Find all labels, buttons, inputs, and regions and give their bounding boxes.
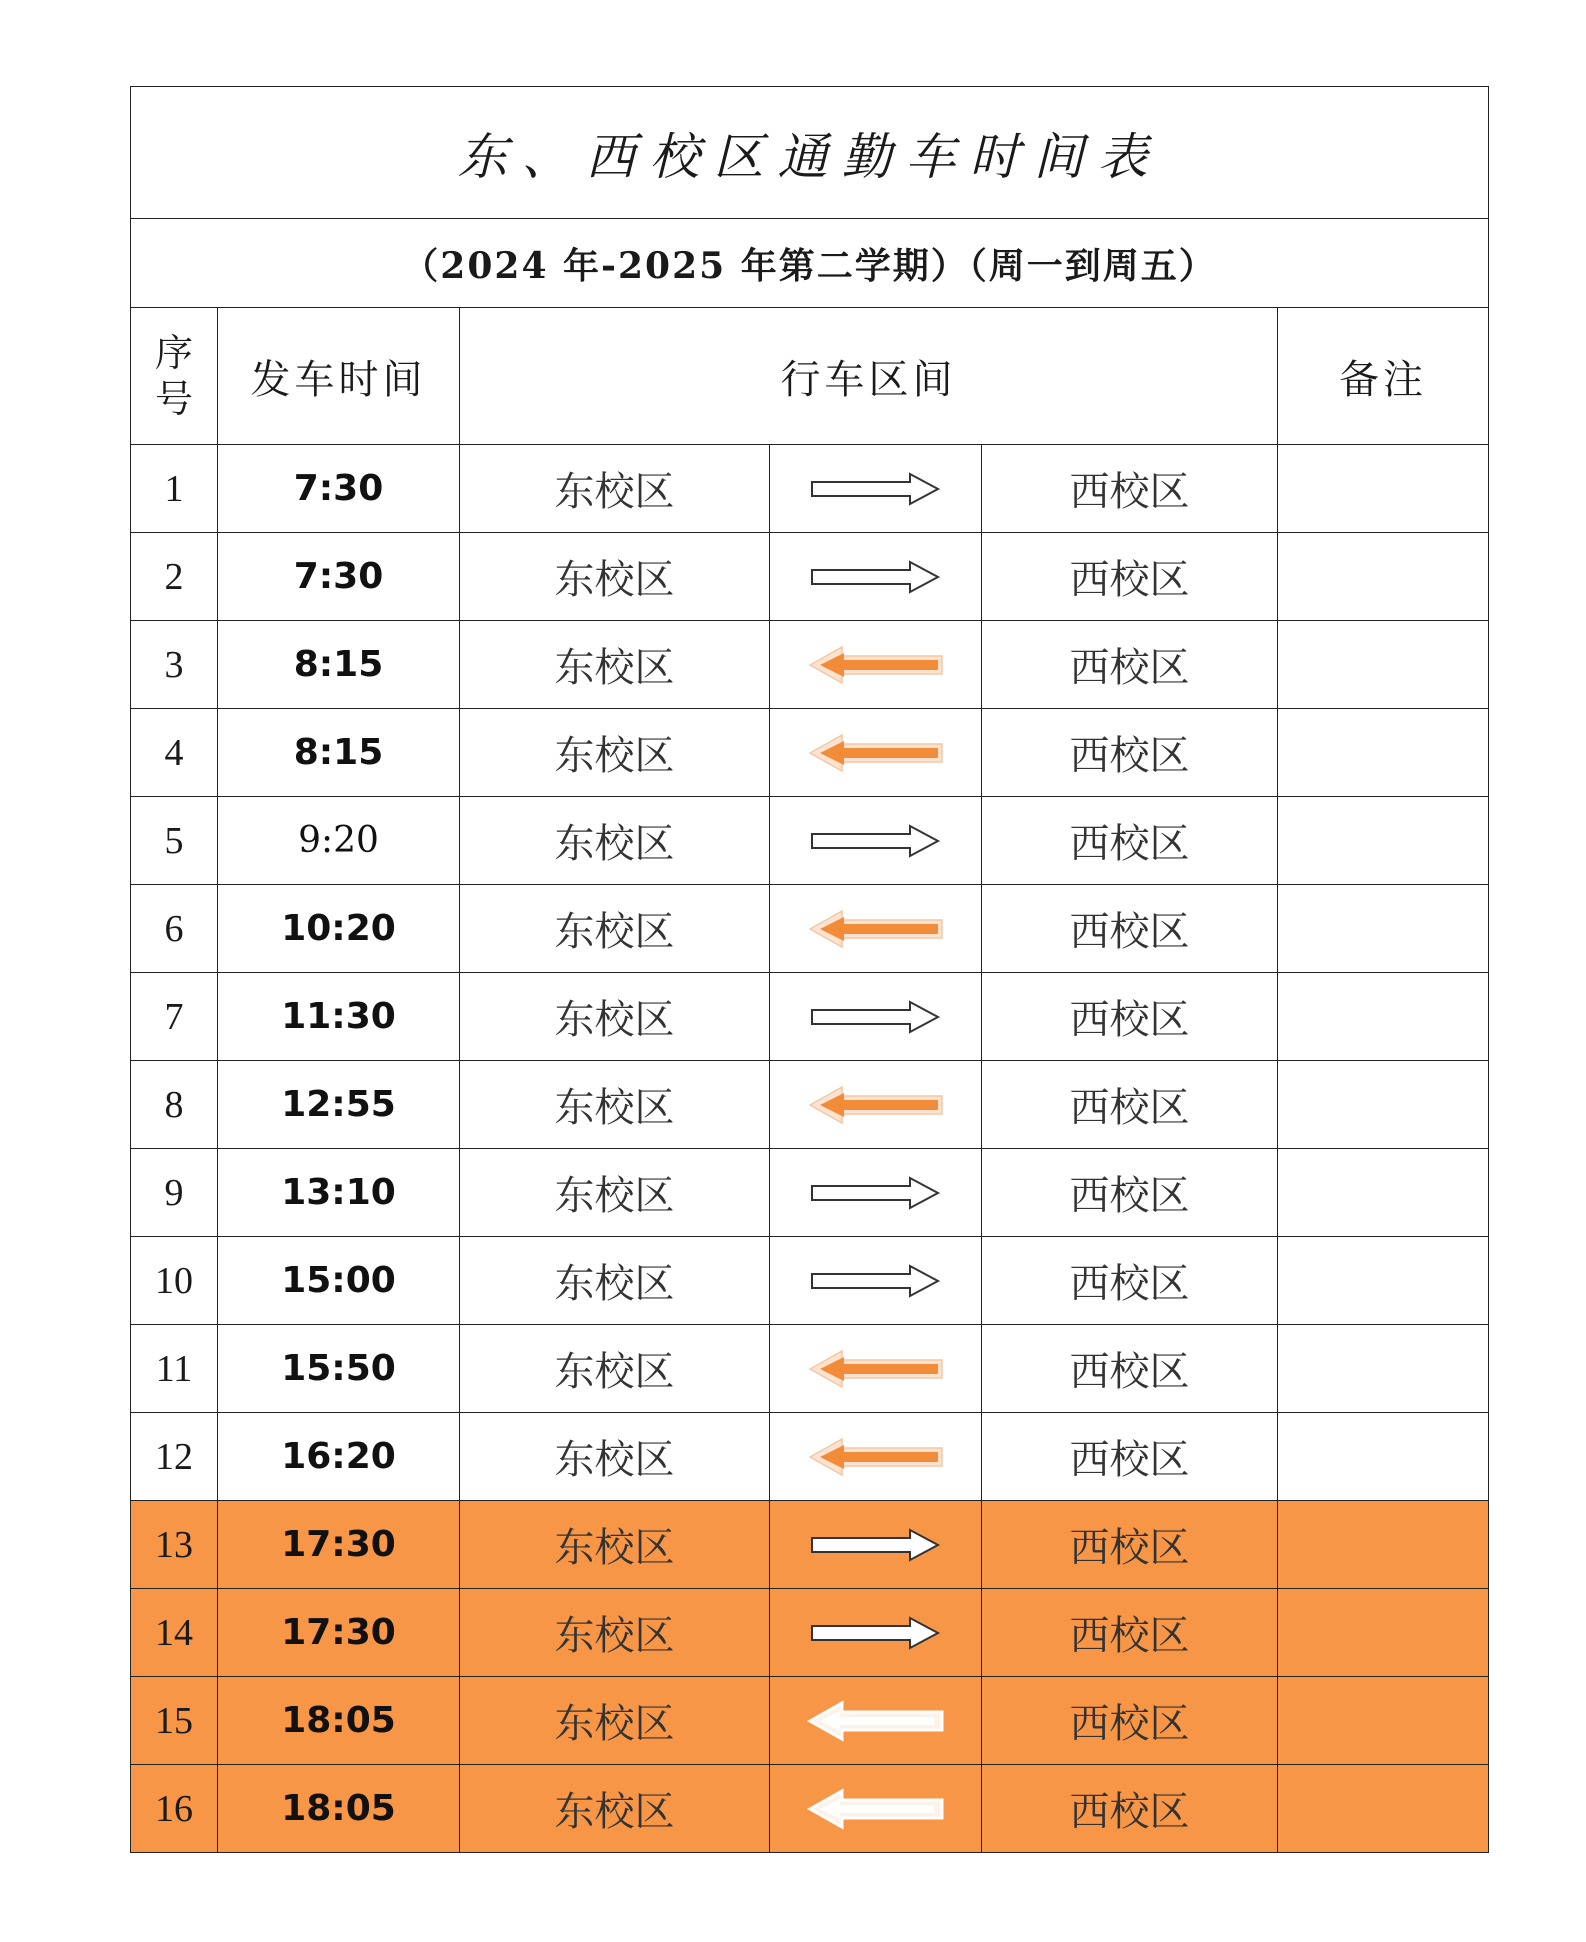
row-from-campus: 东校区 (554, 1085, 675, 1131)
row-departure-time-cell (218, 1765, 460, 1853)
row-direction-cell (770, 1765, 982, 1853)
row-seq: 7 (164, 995, 184, 1038)
row-seq: 14 (155, 1611, 193, 1654)
row-departure-time: 7:30 (293, 468, 384, 509)
table-row (131, 1589, 1489, 1677)
table-row (131, 533, 1489, 621)
row-from-campus-cell (460, 1677, 770, 1765)
row-from-campus-cell (460, 1061, 770, 1149)
row-seq-cell (131, 1237, 218, 1325)
table-row (131, 709, 1489, 797)
row-seq-cell (131, 533, 218, 621)
left-arrow-icon (806, 1083, 946, 1127)
row-seq: 1 (164, 467, 184, 510)
row-departure-time: 18:05 (281, 1788, 396, 1829)
row-from-campus-cell (460, 709, 770, 797)
row-seq-cell (131, 1325, 218, 1413)
row-seq-cell (131, 1413, 218, 1501)
row-from-campus-cell (460, 797, 770, 885)
row-departure-time: 13:10 (281, 1172, 396, 1213)
row-to-campus-cell (982, 797, 1278, 885)
row-from-campus: 东校区 (554, 1261, 675, 1307)
row-to-campus-cell (982, 1501, 1278, 1589)
row-seq-cell (131, 1061, 218, 1149)
row-note-cell (1278, 973, 1489, 1061)
row-direction-cell (770, 1501, 982, 1589)
row-to-campus-cell (982, 621, 1278, 709)
row-to-campus: 西校区 (1069, 1437, 1190, 1483)
row-departure-time: 17:30 (281, 1612, 396, 1653)
row-seq: 13 (155, 1523, 193, 1566)
row-from-campus: 东校区 (554, 821, 675, 867)
row-direction-cell (770, 533, 982, 621)
right-arrow-icon (810, 1615, 942, 1651)
row-note-cell (1278, 621, 1489, 709)
row-from-campus-cell (460, 973, 770, 1061)
row-direction-cell (770, 1325, 982, 1413)
row-to-campus-cell (982, 445, 1278, 533)
row-seq-cell (131, 973, 218, 1061)
row-from-campus: 东校区 (554, 557, 675, 603)
row-direction-cell (770, 1061, 982, 1149)
title-cell (131, 87, 1489, 219)
row-departure-time: 8:15 (293, 732, 384, 773)
row-to-campus: 西校区 (1069, 1085, 1190, 1131)
row-to-campus-cell (982, 1325, 1278, 1413)
row-departure-time-cell (218, 1501, 460, 1589)
row-seq-cell (131, 1589, 218, 1677)
row-departure-time-cell (218, 445, 460, 533)
row-from-campus-cell (460, 1413, 770, 1501)
row-seq-cell (131, 1501, 218, 1589)
row-from-campus-cell (460, 445, 770, 533)
row-to-campus: 西校区 (1069, 1613, 1190, 1659)
right-arrow-icon (810, 999, 942, 1035)
table-row (131, 1765, 1489, 1853)
row-note-cell (1278, 1501, 1489, 1589)
page-subtitle: （2024 年-2025 年第二学期）（周一到周五） (402, 244, 1217, 287)
row-departure-time-cell (218, 1237, 460, 1325)
row-note-cell (1278, 533, 1489, 621)
row-from-campus-cell (460, 1765, 770, 1853)
row-to-campus: 西校区 (1069, 1701, 1190, 1747)
table-row (131, 1325, 1489, 1413)
row-departure-time: 15:50 (281, 1348, 396, 1389)
left-arrow-icon (806, 907, 946, 951)
row-from-campus-cell (460, 1589, 770, 1677)
row-to-campus: 西校区 (1069, 1349, 1190, 1395)
row-note-cell (1278, 445, 1489, 533)
row-departure-time-cell (218, 1589, 460, 1677)
row-from-campus: 东校区 (554, 1525, 675, 1571)
row-to-campus-cell (982, 973, 1278, 1061)
table-row (131, 1149, 1489, 1237)
left-arrow-icon (806, 1699, 946, 1743)
row-seq: 12 (155, 1435, 193, 1478)
row-seq-cell (131, 445, 218, 533)
header-time-label: 发车时间 (250, 356, 427, 403)
row-seq-cell (131, 1765, 218, 1853)
row-departure-time-cell (218, 621, 460, 709)
row-note-cell (1278, 1149, 1489, 1237)
row-seq-cell (131, 621, 218, 709)
row-departure-time-cell (218, 1149, 460, 1237)
left-arrow-icon (806, 1435, 946, 1479)
row-note-cell (1278, 1413, 1489, 1501)
row-from-campus-cell (460, 621, 770, 709)
row-direction-cell (770, 621, 982, 709)
title-row (131, 87, 1489, 219)
row-to-campus-cell (982, 1413, 1278, 1501)
row-to-campus-cell (982, 1589, 1278, 1677)
row-from-campus: 东校区 (554, 1701, 675, 1747)
row-departure-time-cell (218, 973, 460, 1061)
row-direction-cell (770, 1677, 982, 1765)
right-arrow-icon (810, 471, 942, 507)
row-seq: 5 (164, 819, 184, 862)
row-seq: 4 (164, 731, 184, 774)
row-note-cell (1278, 1061, 1489, 1149)
left-arrow-icon (806, 1787, 946, 1831)
row-to-campus-cell (982, 885, 1278, 973)
row-departure-time-cell (218, 1325, 460, 1413)
table-row (131, 1413, 1489, 1501)
row-seq: 9 (164, 1171, 184, 1214)
header-route-label: 行车区间 (780, 356, 957, 403)
right-arrow-icon (810, 1175, 942, 1211)
row-departure-time-cell (218, 1677, 460, 1765)
header-time (218, 308, 460, 445)
row-to-campus: 西校区 (1069, 1261, 1190, 1307)
row-note-cell (1278, 797, 1489, 885)
row-seq: 16 (155, 1787, 193, 1830)
row-note-cell (1278, 1765, 1489, 1853)
table-row (131, 1061, 1489, 1149)
row-to-campus: 西校区 (1069, 1173, 1190, 1219)
row-from-campus: 东校区 (554, 1789, 675, 1835)
row-direction-cell (770, 1149, 982, 1237)
row-from-campus-cell (460, 1237, 770, 1325)
table-row (131, 445, 1489, 533)
subtitle-cell (131, 219, 1489, 308)
row-from-campus: 东校区 (554, 909, 675, 955)
row-departure-time: 15:00 (281, 1260, 396, 1301)
row-direction-cell (770, 1413, 982, 1501)
row-to-campus-cell (982, 533, 1278, 621)
row-from-campus: 东校区 (554, 469, 675, 515)
header-seq (131, 308, 218, 445)
row-to-campus: 西校区 (1069, 909, 1190, 955)
row-departure-time: 18:05 (281, 1700, 396, 1741)
row-from-campus-cell (460, 533, 770, 621)
row-from-campus: 东校区 (554, 645, 675, 691)
row-seq-cell (131, 1149, 218, 1237)
row-departure-time: 17:30 (281, 1524, 396, 1565)
row-departure-time-cell (218, 797, 460, 885)
row-from-campus: 东校区 (554, 1613, 675, 1659)
left-arrow-icon (806, 643, 946, 687)
row-seq: 3 (164, 643, 184, 686)
row-to-campus: 西校区 (1069, 469, 1190, 515)
row-from-campus-cell (460, 885, 770, 973)
left-arrow-icon (806, 731, 946, 775)
row-seq: 2 (164, 555, 184, 598)
row-from-campus-cell (460, 1501, 770, 1589)
row-to-campus: 西校区 (1069, 821, 1190, 867)
table-row (131, 1677, 1489, 1765)
header-row (131, 308, 1489, 445)
row-from-campus: 东校区 (554, 1437, 675, 1483)
row-to-campus-cell (982, 709, 1278, 797)
row-seq-cell (131, 797, 218, 885)
row-to-campus: 西校区 (1069, 1789, 1190, 1835)
row-departure-time: 8:15 (293, 644, 384, 685)
row-from-campus-cell (460, 1325, 770, 1413)
table-row (131, 1237, 1489, 1325)
header-notes-label: 备注 (1339, 356, 1427, 403)
table-row (131, 973, 1489, 1061)
row-note-cell (1278, 1325, 1489, 1413)
table-row (131, 1501, 1489, 1589)
row-seq-cell (131, 709, 218, 797)
row-departure-time: 9:20 (298, 820, 379, 861)
header-notes (1278, 308, 1489, 445)
row-departure-time-cell (218, 533, 460, 621)
row-seq: 11 (155, 1347, 193, 1390)
row-note-cell (1278, 709, 1489, 797)
row-direction-cell (770, 445, 982, 533)
row-direction-cell (770, 885, 982, 973)
row-departure-time: 12:55 (281, 1084, 396, 1125)
row-departure-time-cell (218, 1061, 460, 1149)
row-to-campus: 西校区 (1069, 645, 1190, 691)
row-to-campus-cell (982, 1149, 1278, 1237)
row-from-campus: 东校区 (554, 1349, 675, 1395)
row-direction-cell (770, 709, 982, 797)
bus-timetable (130, 86, 1489, 1853)
row-to-campus-cell (982, 1061, 1278, 1149)
row-direction-cell (770, 1237, 982, 1325)
row-note-cell (1278, 1237, 1489, 1325)
row-note-cell (1278, 885, 1489, 973)
row-departure-time: 10:20 (281, 908, 396, 949)
row-departure-time: 11:30 (281, 996, 396, 1037)
row-note-cell (1278, 1589, 1489, 1677)
row-seq: 15 (155, 1699, 193, 1742)
row-from-campus: 东校区 (554, 1173, 675, 1219)
row-departure-time-cell (218, 709, 460, 797)
row-to-campus: 西校区 (1069, 1525, 1190, 1571)
row-direction-cell (770, 1589, 982, 1677)
header-seq-line1: 序 (154, 331, 193, 375)
right-arrow-icon (810, 559, 942, 595)
row-departure-time: 7:30 (293, 556, 384, 597)
row-to-campus-cell (982, 1677, 1278, 1765)
row-departure-time-cell (218, 1413, 460, 1501)
row-seq: 6 (164, 907, 184, 950)
row-direction-cell (770, 797, 982, 885)
subtitle-row (131, 219, 1489, 308)
right-arrow-icon (810, 1527, 942, 1563)
row-to-campus: 西校区 (1069, 733, 1190, 779)
row-to-campus: 西校区 (1069, 997, 1190, 1043)
row-seq: 8 (164, 1083, 184, 1126)
table-row (131, 621, 1489, 709)
table-row (131, 885, 1489, 973)
row-to-campus-cell (982, 1237, 1278, 1325)
row-from-campus: 东校区 (554, 997, 675, 1043)
row-departure-time: 16:20 (281, 1436, 396, 1477)
row-departure-time-cell (218, 885, 460, 973)
row-note-cell (1278, 1677, 1489, 1765)
row-direction-cell (770, 973, 982, 1061)
header-route (460, 308, 1278, 445)
table-row (131, 797, 1489, 885)
row-seq-cell (131, 1677, 218, 1765)
page-title: 东、西校区通勤车时间表 (457, 127, 1162, 186)
row-to-campus-cell (982, 1765, 1278, 1853)
row-from-campus-cell (460, 1149, 770, 1237)
right-arrow-icon (810, 1263, 942, 1299)
row-seq: 10 (155, 1259, 193, 1302)
right-arrow-icon (810, 823, 942, 859)
row-from-campus: 东校区 (554, 733, 675, 779)
row-seq-cell (131, 885, 218, 973)
row-to-campus: 西校区 (1069, 557, 1190, 603)
header-seq-line2: 号 (154, 377, 193, 421)
left-arrow-icon (806, 1347, 946, 1391)
